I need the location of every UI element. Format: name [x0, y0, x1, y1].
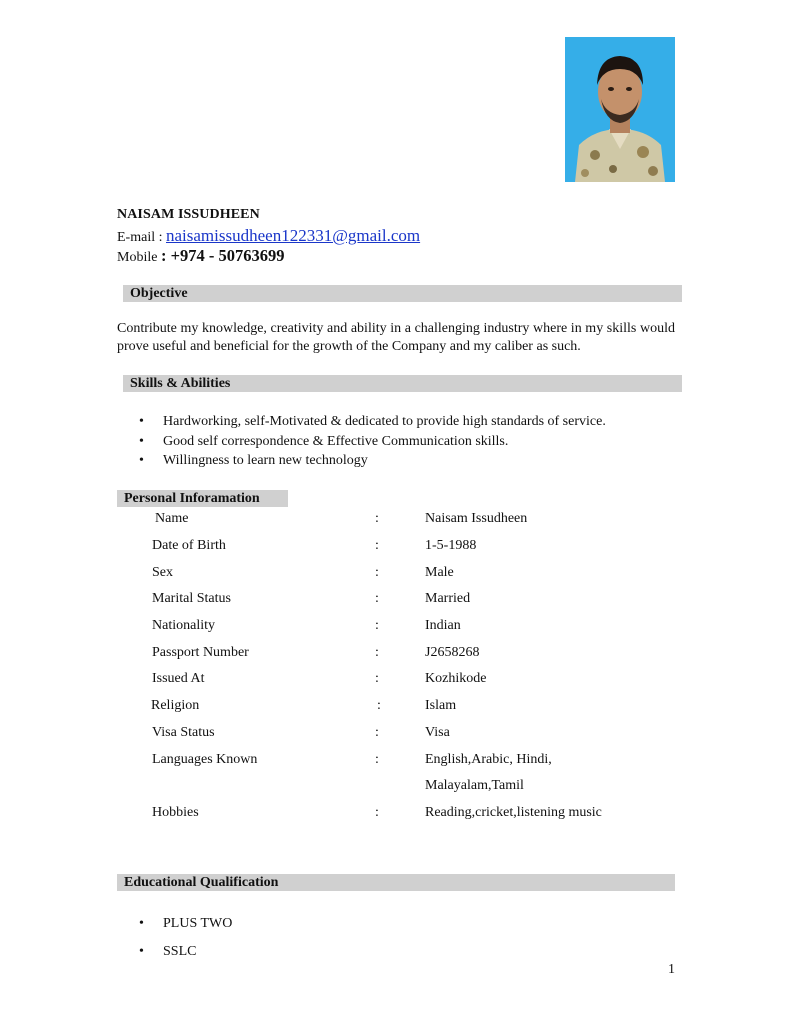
info-row [0, 752, 791, 772]
info-label: Marital Status [152, 591, 231, 606]
info-label: Issued At [152, 671, 205, 686]
candidate-name: NAISAM ISSUDHEEN [117, 207, 260, 222]
info-colon: : [375, 511, 379, 526]
info-colon: : [375, 538, 379, 553]
info-colon: : [375, 752, 379, 767]
education-list [117, 910, 232, 966]
email-line [117, 226, 420, 246]
info-value: Islam [425, 698, 457, 713]
list-item: • PLUS TWO [117, 910, 232, 938]
list-item: • SSLC [117, 938, 232, 966]
info-value: Indian [425, 618, 461, 633]
info-value: Married [425, 591, 471, 606]
info-colon: : [375, 645, 379, 660]
info-row [0, 618, 791, 638]
email-link[interactable]: naisamissudheen122331@gmail.com [166, 226, 421, 245]
education-heading: Educational Qualification [117, 874, 675, 891]
info-label: Passport Number [152, 645, 249, 660]
info-colon: : [377, 698, 381, 713]
info-label: Visa Status [152, 725, 215, 740]
info-row [0, 698, 791, 718]
info-row [0, 671, 791, 691]
list-item: • Hardworking, self-Motivated & dedicated to provide high standards of service. [117, 412, 606, 432]
mobile-number: : +974 - 50763699 [160, 246, 285, 265]
info-row [0, 565, 791, 585]
info-colon: : [375, 591, 379, 606]
info-label: Sex [152, 565, 173, 580]
info-row [0, 645, 791, 665]
list-item: • Good self correspondence & Effective Communication skills. [117, 432, 606, 452]
info-colon: : [375, 725, 379, 740]
info-colon: : [375, 805, 379, 820]
mobile-label: Mobile [117, 250, 161, 265]
skills-heading: Skills & Abilities [123, 375, 682, 392]
info-value: Reading,cricket,listening music [425, 805, 602, 820]
info-row [0, 591, 791, 611]
info-label: Date of Birth [152, 538, 226, 553]
info-label: Nationality [152, 618, 215, 633]
profile-photo [565, 37, 675, 182]
info-value: 1-5-1988 [425, 538, 477, 553]
objective-heading: Objective [123, 285, 682, 302]
objective-text: Contribute my knowledge, creativity and ability in a challenging industry where in my skills would prove useful and beneficial for the growth of the Company and my caliber as such. [117, 321, 675, 354]
info-row [0, 725, 791, 745]
info-value: English,Arabic, Hindi, [425, 752, 552, 767]
info-colon: : [375, 618, 379, 633]
mobile-line [117, 246, 284, 266]
personal-info-heading: Personal Inforamation [117, 490, 288, 507]
info-row [0, 805, 791, 825]
info-value: Kozhikode [425, 671, 487, 686]
info-label: Name [155, 511, 189, 526]
info-row [0, 778, 791, 798]
list-item: • Willingness to learn new technology [117, 451, 606, 471]
info-label: Hobbies [152, 805, 199, 820]
skills-list [117, 412, 606, 471]
info-value: Visa [425, 725, 450, 740]
info-value: J2658268 [425, 645, 480, 660]
info-colon: : [375, 565, 379, 580]
email-label: E-mail : [117, 230, 163, 245]
info-row [0, 511, 791, 531]
info-value: Male [425, 565, 454, 580]
info-label: Religion [151, 698, 200, 713]
info-value: Malayalam,Tamil [425, 778, 524, 793]
info-value: Naisam Issudheen [425, 511, 528, 526]
page-number: 1 [668, 962, 675, 977]
info-label: Languages Known [152, 752, 258, 767]
info-row [0, 538, 791, 558]
info-colon: : [375, 671, 379, 686]
